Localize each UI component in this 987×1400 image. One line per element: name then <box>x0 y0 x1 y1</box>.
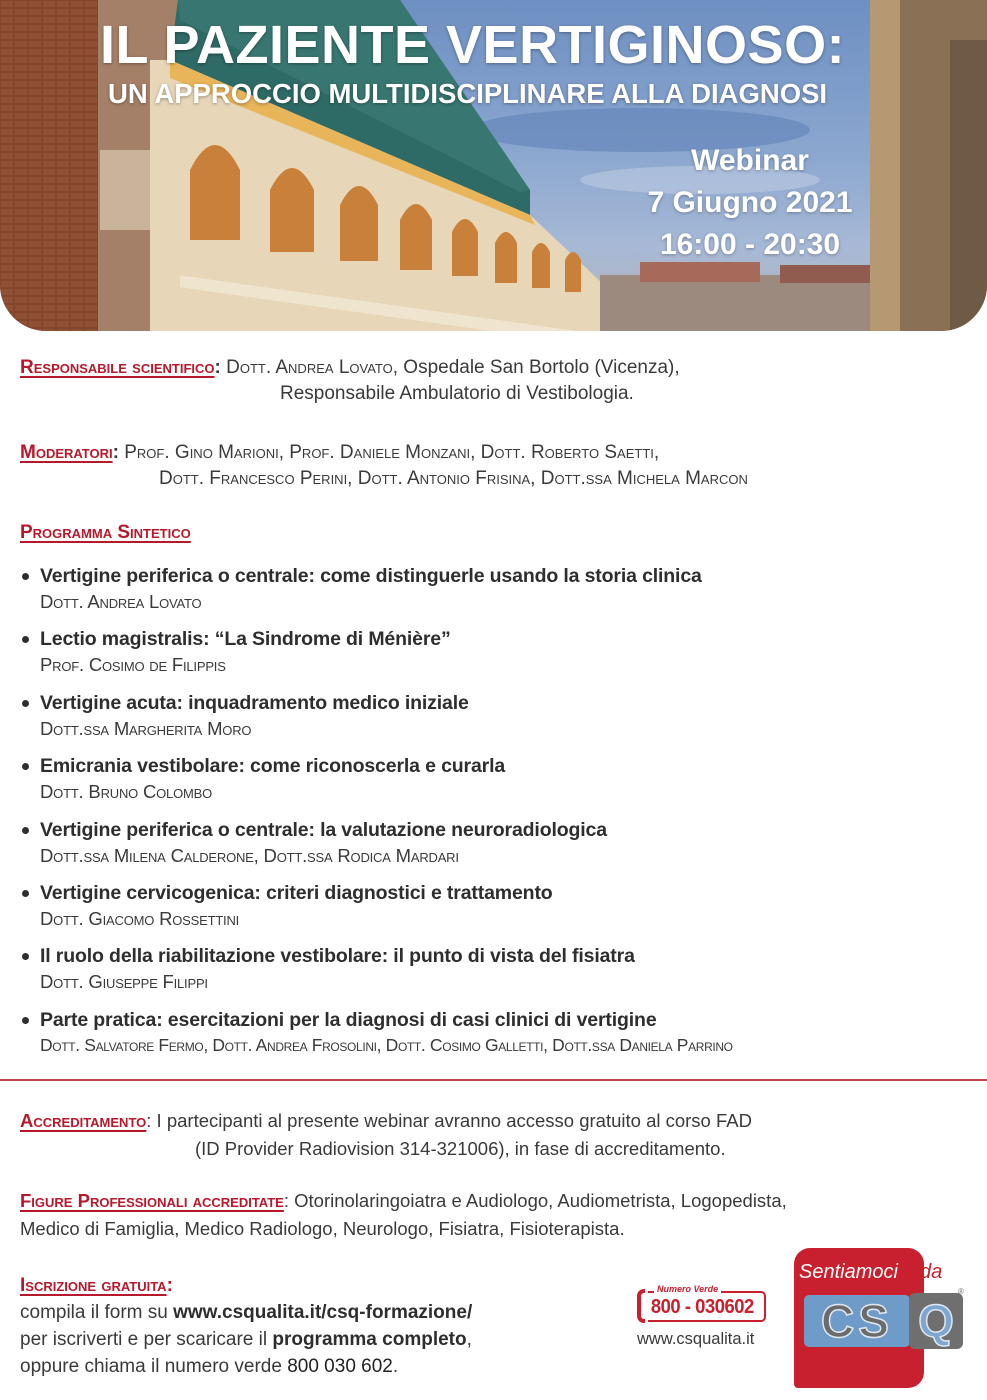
iscrizione-section <box>20 1272 472 1380</box>
moderatori-line1: Prof. Gino Marioni, Prof. Daniele Monzani, Dott. Roberto Saetti, <box>124 442 660 463</box>
event-info <box>620 140 880 266</box>
programma-item <box>20 564 980 627</box>
programma-speaker: Prof. Cosimo de Filippis <box>40 654 226 676</box>
programma-item <box>20 1008 980 1071</box>
programma-speaker: Dott. Salvatore Fermo, Dott. Andrea Frosolini, Dott. Cosimo Galletti, Dott.ssa Daniela Parrino <box>40 1034 733 1055</box>
programma-topic: Lectio magistralis: “La Sindrome di Ménière” <box>40 628 451 651</box>
programma-completo-link[interactable]: programma completo <box>272 1329 467 1350</box>
registration-link[interactable]: www.csqualita.it/csq-formazione/ <box>173 1302 473 1323</box>
phone-icon <box>636 1289 648 1323</box>
numero-verde-badge[interactable] <box>636 1286 768 1324</box>
csq-logo <box>790 1245 980 1395</box>
programma-speaker: Dott. Giacomo Rossettini <box>40 907 240 929</box>
iscrizione-colon: : <box>166 1275 173 1296</box>
iscrizione-line3-text: oppure chiama il numero verde <box>20 1356 288 1377</box>
programma-topic: Vertigine cervicogenica: criteri diagnostici e trattamento <box>40 881 553 904</box>
programma-topic: Parte pratica: esercitazioni per la diagnosi di casi clinici di vertigine <box>40 1008 657 1031</box>
website-link[interactable]: www.csqualita.it <box>637 1330 755 1348</box>
bullet-icon <box>22 953 29 960</box>
programma-speaker: Dott.ssa Margherita Moro <box>40 717 252 739</box>
event-time: 16:00 - 20:30 <box>659 228 841 261</box>
responsabile-section <box>20 355 680 407</box>
phone-number[interactable]: 800 030 602 <box>287 1356 393 1377</box>
event-title: IL PAZIENTE VERTIGINOSO: <box>100 15 846 75</box>
iscrizione-line2-text: per iscriverti e per scaricare il <box>20 1329 273 1350</box>
programma-topic: Vertigine periferica o centrale: la valutazione neuroradiologica <box>40 818 607 841</box>
programma-item <box>20 754 980 817</box>
programma-list <box>20 564 980 1071</box>
moderatori-label: Moderatori <box>20 442 113 463</box>
registered-mark: ® <box>958 1287 964 1296</box>
accreditamento-line2: (ID Provider Radiovision 314-321006), in fase di accreditamento. <box>195 1138 726 1159</box>
programma-item <box>20 881 980 944</box>
responsabile-label: Responsabile scientifico <box>20 357 215 378</box>
event-type: Webinar <box>691 144 809 177</box>
section-divider <box>0 1079 987 1081</box>
responsabile-affiliation: Ospedale San Bortolo (Vicenza), <box>398 357 680 378</box>
iscrizione-line2 <box>20 1326 472 1353</box>
bullet-icon <box>22 573 29 580</box>
moderatori-section <box>20 440 748 492</box>
event-subtitle: UN APPROCCIO MULTIDISCIPLINARE ALLA DIAGNOSI <box>108 78 828 109</box>
responsabile-name: Dott. Andrea Lovato, <box>226 357 399 378</box>
logo-q-text: Q <box>918 1295 954 1347</box>
iscrizione-line3-end: . <box>392 1356 399 1377</box>
bullet-icon <box>22 763 29 770</box>
programma-item <box>20 691 980 754</box>
numero-verde-label: Numero Verde <box>654 1284 721 1294</box>
bullet-icon <box>22 636 29 643</box>
programma-topic: Emicrania vestibolare: come riconoscerla e curarla <box>40 755 506 778</box>
logo-slogan-a: Sentiamoci <box>799 1261 898 1283</box>
programma-title <box>20 522 191 544</box>
numero-verde-number: 800 - 030602 <box>650 1296 754 1318</box>
bullet-icon <box>22 827 29 834</box>
accreditamento-label: Accreditamento <box>20 1110 147 1131</box>
programma-speaker: Dott. Bruno Colombo <box>40 781 213 803</box>
programma-speaker: Dott. Andrea Lovato <box>40 591 202 612</box>
accreditamento-colon: : <box>146 1110 152 1131</box>
bullet-icon <box>22 1017 29 1024</box>
bullet-icon <box>22 700 29 707</box>
iscrizione-line1 <box>20 1299 472 1326</box>
event-date: 7 Giugno 2021 <box>647 186 853 219</box>
iscrizione-label: Iscrizione gratuita <box>20 1275 167 1296</box>
iscrizione-line3 <box>20 1353 472 1380</box>
figure-line1: Otorinolaringoiatra e Audiologo, Audiometrista, Logopedista, <box>288 1190 787 1211</box>
programma-item <box>20 818 980 881</box>
logo-slogan-b: da <box>920 1261 943 1283</box>
responsabile-role: Responsabile Ambulatorio di Vestibologia. <box>280 383 634 404</box>
iscrizione-line2-end: , <box>466 1329 472 1350</box>
programma-speaker: Dott.ssa Milena Calderone, Dott.ssa Rodica Mardari <box>40 844 459 866</box>
logo-cs-text: CS <box>821 1295 893 1347</box>
moderatori-line2: Dott. Francesco Perini, Dott. Antonio Frisina, Dott.ssa Michela Marcon <box>159 468 748 489</box>
figure-colon: : <box>283 1190 289 1211</box>
moderatori-colon: : <box>112 442 119 463</box>
programma-title-text: Programma Sintetico <box>20 522 191 543</box>
accreditamento-line1: I partecipanti al presente webinar avranno accesso gratuito al corso FAD <box>151 1110 752 1131</box>
programma-item <box>20 627 980 690</box>
header-banner <box>0 0 987 331</box>
programma-topic: Vertigine acuta: inquadramento medico iniziale <box>40 691 469 714</box>
accreditamento-section <box>20 1108 752 1162</box>
figure-line2: Medico di Famiglia, Medico Radiologo, Neurologo, Fisiatra, Fisioterapista. <box>20 1218 625 1239</box>
responsabile-colon: : <box>214 357 221 378</box>
bullet-icon <box>22 890 29 897</box>
iscrizione-line1-text: compila il form su <box>20 1302 174 1323</box>
programma-speaker: Dott. Giuseppe Filippi <box>40 971 208 993</box>
programma-topic: Vertigine periferica o centrale: come distinguerle usando la storia clinica <box>40 565 702 587</box>
programma-item <box>20 944 980 1007</box>
programma-topic: Il ruolo della riabilitazione vestibolare: il punto di vista del fisiatra <box>40 945 635 968</box>
figure-section <box>20 1188 787 1242</box>
figure-label: Figure Professionali accreditate <box>20 1190 284 1211</box>
